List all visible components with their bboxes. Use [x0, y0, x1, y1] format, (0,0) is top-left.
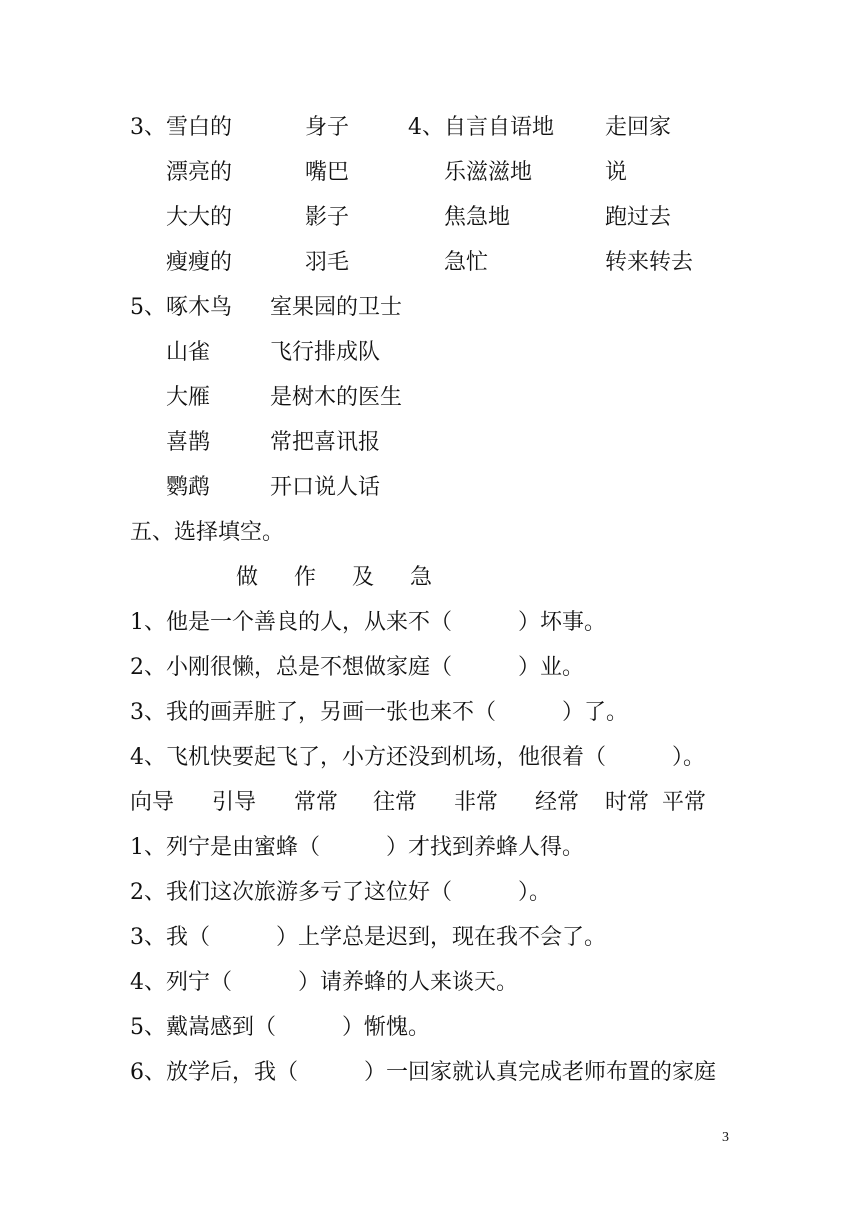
match-4-right-2: 说 [605, 160, 628, 185]
match-3-right-3: 影子 [305, 205, 350, 230]
match-5-left-3: 大雁 [166, 385, 211, 410]
match-4-label: 4、 [408, 115, 444, 140]
word-bank-1-item: 及 [352, 565, 375, 590]
match-4-right-3: 跑过去 [605, 205, 672, 230]
match-3-left-1: 雪白的 [166, 115, 233, 140]
match-3-right-1: 身子 [305, 115, 350, 140]
fill-blank-item: 4、列宁（ ）请养蜂的人来谈天。 [130, 970, 518, 995]
match-5-right-2: 飞行排成队 [270, 340, 381, 365]
match-3-right-2: 嘴巴 [305, 160, 350, 185]
match-5-left-5: 鹦鹉 [166, 475, 211, 500]
fill-blank-item: 5、戴嵩感到（ ）惭愧。 [130, 1015, 430, 1040]
word-bank-2-item: 非常 [454, 790, 499, 815]
match-5-left-4: 喜鹊 [166, 430, 211, 455]
word-bank-2-item: 向导 [130, 790, 175, 815]
match-3-left-3: 大大的 [166, 205, 233, 230]
match-5-right-1: 室果园的卫士 [270, 295, 403, 320]
match-3-label: 3、 [130, 115, 166, 140]
match-5-right-4: 常把喜讯报 [270, 430, 381, 455]
match-4-left-3: 焦急地 [444, 205, 511, 230]
match-3-left-2: 漂亮的 [166, 160, 233, 185]
fill-blank-item: 1、列宁是由蜜蜂（ ）才找到养蜂人得。 [130, 835, 584, 860]
match-3-left-4: 瘦瘦的 [166, 250, 233, 275]
match-5-left-2: 山雀 [166, 340, 211, 365]
fill-blank-item: 3、我的画弄脏了，另画一张也来不（ ）了。 [130, 700, 628, 725]
word-bank-2-item: 引导 [212, 790, 257, 815]
word-bank-2-item: 往常 [373, 790, 418, 815]
fill-blank-item: 4、飞机快要起飞了，小方还没到机场，他很着（ ）。 [130, 745, 705, 770]
fill-blank-item: 2、小刚很懒，总是不想做家庭（ ）业。 [130, 655, 584, 680]
fill-blank-item: 6、放学后，我（ ）一回家就认真完成老师布置的家庭 [130, 1060, 716, 1085]
word-bank-2-item: 平常 [662, 790, 707, 815]
match-4-left-1: 自言自语地 [444, 115, 555, 140]
fill-blank-item: 1、他是一个善良的人，从来不（ ）坏事。 [130, 610, 606, 635]
match-3-right-4: 羽毛 [305, 250, 350, 275]
page-number: 3 [722, 1130, 729, 1145]
match-5-right-3: 是树木的医生 [270, 385, 403, 410]
match-5-label: 5、 [130, 295, 166, 320]
match-4-left-2: 乐滋滋地 [444, 160, 533, 185]
match-4-right-1: 走回家 [605, 115, 672, 140]
word-bank-2-item: 经常 [535, 790, 580, 815]
fill-blank-item: 3、我（ ）上学总是迟到，现在我不会了。 [130, 925, 606, 950]
word-bank-2-item: 时常 [605, 790, 650, 815]
word-bank-1-item: 做 [236, 565, 259, 590]
match-4-right-4: 转来转去 [605, 250, 694, 275]
match-5-right-5: 开口说人话 [270, 475, 381, 500]
word-bank-1-item: 作 [294, 565, 317, 590]
match-4-left-4: 急忙 [444, 250, 489, 275]
match-5-left-1: 啄木鸟 [166, 295, 233, 320]
word-bank-1-item: 急 [410, 565, 433, 590]
section-title: 五、选择填空。 [130, 520, 285, 545]
fill-blank-item: 2、我们这次旅游多亏了这位好（ ）。 [130, 880, 551, 905]
word-bank-2-item: 常常 [294, 790, 339, 815]
